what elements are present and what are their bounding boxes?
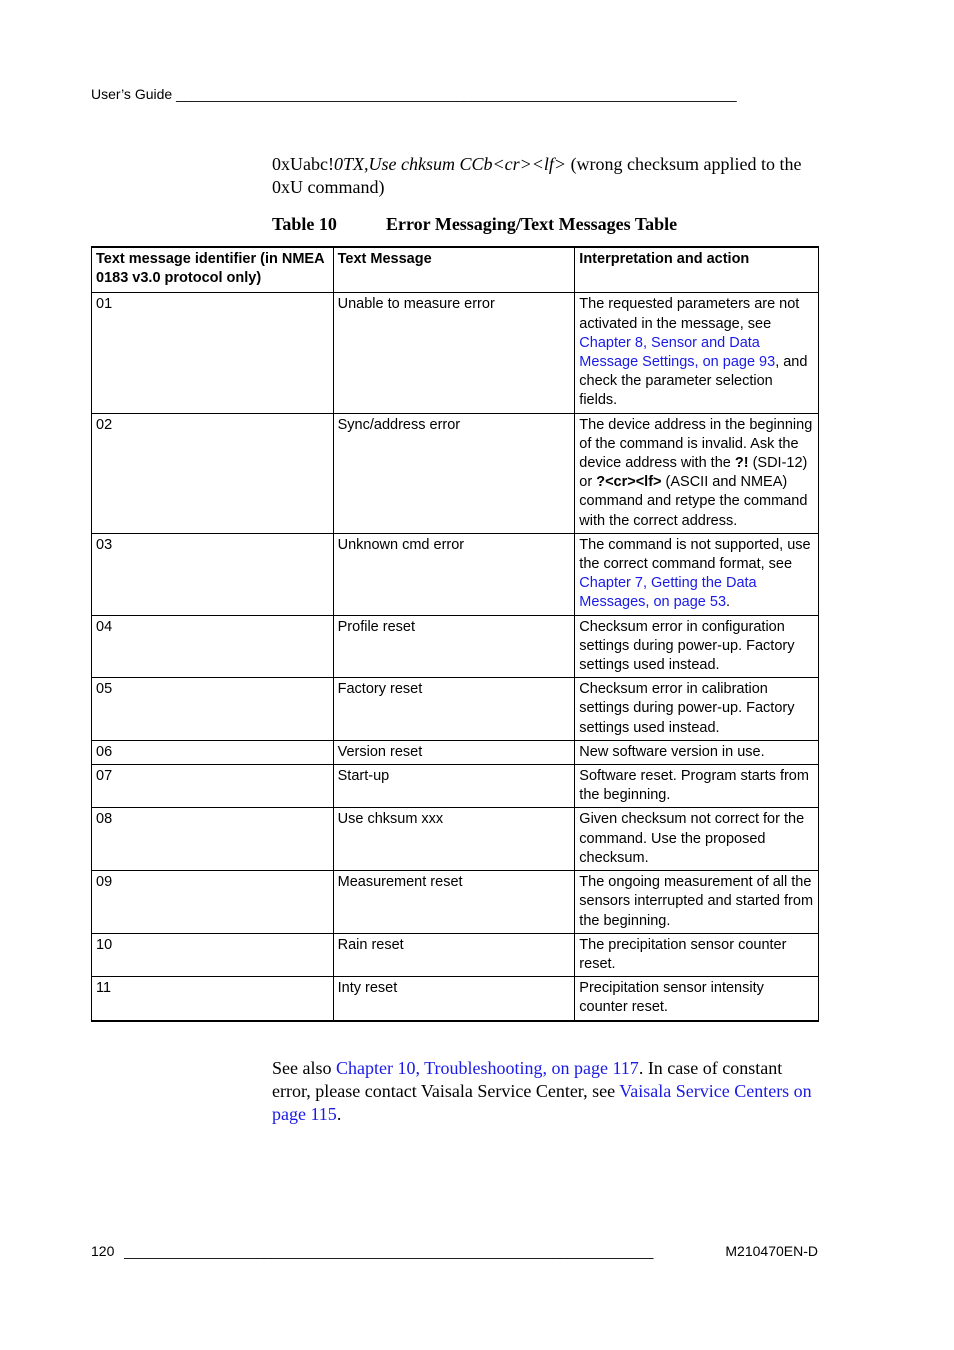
row-interpretation: The precipitation sensor counter reset. bbox=[575, 933, 819, 976]
interpretation-text: (ASCII and NMEA) command and retype the command with the correct address. bbox=[579, 474, 808, 529]
table-header-row bbox=[92, 247, 819, 293]
row-message: Profile reset bbox=[333, 615, 575, 678]
row-id: 11 bbox=[92, 977, 334, 1021]
table-row bbox=[92, 740, 819, 764]
row-id: 04 bbox=[92, 615, 334, 678]
chapter-8-link[interactable]: Chapter 8, Sensor and Data Message Settings, on page 93 bbox=[579, 334, 776, 371]
code-italic: 0TX,Use chksum CCb<cr><lf> bbox=[333, 154, 567, 174]
table-row bbox=[92, 977, 819, 1021]
intro-paragraph bbox=[272, 153, 817, 199]
row-interpretation: New software version in use. bbox=[575, 740, 819, 764]
row-id: 03 bbox=[92, 533, 334, 615]
row-interpretation: Checksum error in configuration settings during power-up. Factory settings used instead. bbox=[575, 615, 819, 678]
document-id: M210470EN-D bbox=[725, 1243, 818, 1259]
row-message: Unable to measure error bbox=[333, 293, 575, 413]
sdi12-command: ?! bbox=[734, 455, 749, 472]
header-identifier: Text message identifier (in NMEA 0183 v3.0 protocol only) bbox=[92, 247, 334, 293]
code-prefix: 0xUabc! bbox=[272, 154, 334, 174]
table-row bbox=[92, 533, 819, 615]
row-interpretation bbox=[575, 293, 819, 413]
row-interpretation: Checksum error in calibration settings during power-up. Factory settings used instead. bbox=[575, 678, 819, 741]
table-number: Table 10 bbox=[272, 214, 337, 234]
interpretation-text: . bbox=[726, 594, 731, 611]
row-interpretation: Given checksum not correct for the command. Use the proposed checksum. bbox=[575, 808, 819, 871]
row-id: 06 bbox=[92, 740, 334, 764]
running-header: User’s Guide ________________________________________________________________________ bbox=[91, 86, 737, 102]
row-message: Rain reset bbox=[333, 933, 575, 976]
row-interpretation bbox=[575, 533, 819, 615]
footer-rule: ____________________________________________________________________ bbox=[124, 1243, 654, 1259]
header-interpretation: Interpretation and action bbox=[575, 247, 819, 293]
table-caption bbox=[272, 214, 677, 235]
row-message: Unknown cmd error bbox=[333, 533, 575, 615]
header-text-message: Text Message bbox=[333, 247, 575, 293]
row-message: Use chksum xxx bbox=[333, 808, 575, 871]
row-id: 01 bbox=[92, 293, 334, 413]
page-number: 120 bbox=[91, 1243, 115, 1259]
service-centers-link[interactable]: Vaisala Service Centers on page 115 bbox=[272, 1081, 812, 1124]
see-also-paragraph bbox=[272, 1057, 820, 1126]
ascii-command: ?<cr><lf> bbox=[596, 474, 662, 491]
interpretation-text: , and check the parameter selection fields. bbox=[579, 354, 808, 409]
row-message: Sync/address error bbox=[333, 413, 575, 533]
row-message: Measurement reset bbox=[333, 871, 575, 934]
row-interpretation: Precipitation sensor intensity counter reset. bbox=[575, 977, 819, 1021]
row-interpretation: The ongoing measurement of all the sensors interrupted and started from the beginning. bbox=[575, 871, 819, 934]
row-id: 09 bbox=[92, 871, 334, 934]
row-message: Version reset bbox=[333, 740, 575, 764]
row-message: Start-up bbox=[333, 765, 575, 808]
intro-description: (wrong checksum applied to the 0xU command) bbox=[272, 154, 802, 197]
table-row bbox=[92, 615, 819, 678]
row-id: 10 bbox=[92, 933, 334, 976]
see-also-text: See also bbox=[272, 1058, 336, 1078]
interpretation-text: The requested parameters are not activated in the message, see bbox=[579, 296, 800, 332]
row-interpretation: Software reset. Program starts from the beginning. bbox=[575, 765, 819, 808]
troubleshooting-link[interactable]: Chapter 10, Troubleshooting, on page 117 bbox=[335, 1058, 639, 1078]
interpretation-text: The device address in the beginning of the command is invalid. Ask the device address with the bbox=[579, 416, 813, 472]
row-id: 05 bbox=[92, 678, 334, 741]
table-row bbox=[92, 933, 819, 976]
row-id: 07 bbox=[92, 765, 334, 808]
interpretation-text: (SDI-12) or bbox=[579, 455, 808, 491]
row-message: Factory reset bbox=[333, 678, 575, 741]
error-messages-table bbox=[91, 246, 819, 1022]
table-row bbox=[92, 293, 819, 413]
chapter-7-link[interactable]: Chapter 7, Getting the Data Messages, on page 53 bbox=[579, 575, 757, 611]
table-title: Error Messaging/Text Messages Table bbox=[386, 214, 678, 234]
row-id: 02 bbox=[92, 413, 334, 533]
row-interpretation bbox=[575, 413, 819, 533]
table-row bbox=[92, 808, 819, 871]
table-row bbox=[92, 871, 819, 934]
row-id: 08 bbox=[92, 808, 334, 871]
table-row bbox=[92, 765, 819, 808]
table-row bbox=[92, 413, 819, 533]
row-message: Inty reset bbox=[333, 977, 575, 1021]
interpretation-text: The command is not supported, use the correct command format, see bbox=[579, 536, 811, 573]
see-also-text: . bbox=[336, 1104, 342, 1124]
table-row bbox=[92, 678, 819, 741]
see-also-text: . In case of constant error, please contact Vaisala Service Center, see bbox=[272, 1058, 783, 1101]
